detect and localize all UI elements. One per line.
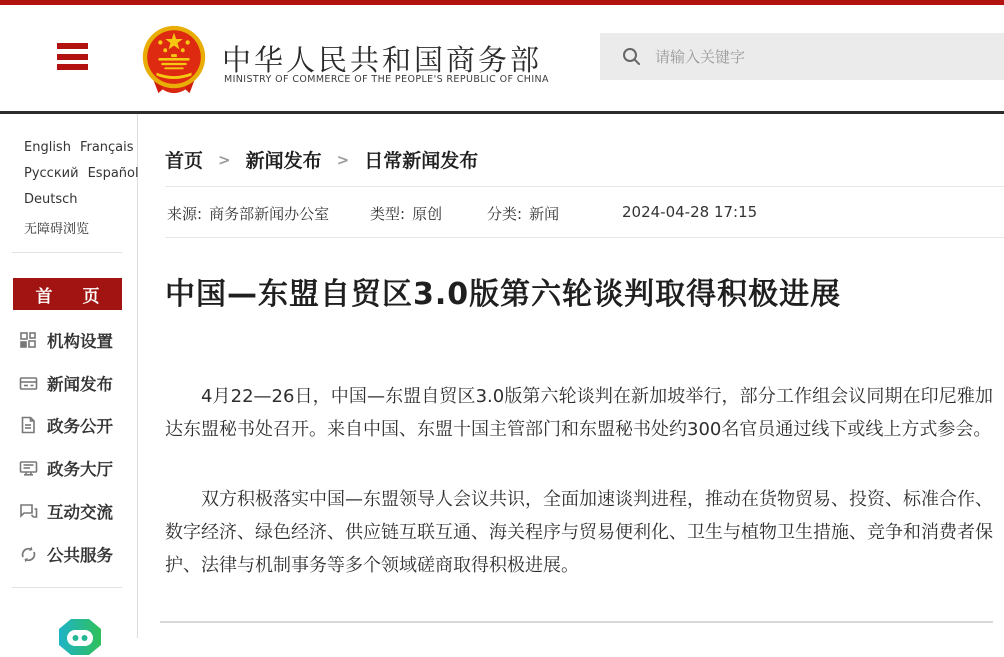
hamburger-menu-icon[interactable] bbox=[57, 43, 88, 70]
public-service-icon bbox=[18, 544, 38, 564]
article-paragraph-2: 双方积极落实中国—东盟领导人会议共识，全面加速谈判进程，推动在货物贸易、投资、标准合作、数字经济、绿色经济、供应链互联互通、海关程序与贸易便利化、卫生与植物卫生措施、竞争和消费者保护、法律与机制事务等多个领域磋商取得积极进展。 bbox=[165, 489, 993, 576]
header-bottom-rule bbox=[0, 111, 1004, 114]
service-hall-icon bbox=[18, 458, 38, 478]
article-body bbox=[165, 380, 993, 619]
article-datetime: 2024-04-28 17:15 bbox=[622, 203, 758, 221]
lang-russian[interactable]: Русский bbox=[24, 166, 79, 181]
sidebar-item-interaction[interactable]: 互动交流 bbox=[18, 499, 136, 523]
sidebar-item-news[interactable]: 新闻发布 bbox=[18, 371, 136, 395]
breadcrumb bbox=[165, 146, 478, 173]
lang-francais[interactable]: Français bbox=[79, 140, 134, 155]
search-input[interactable] bbox=[655, 48, 955, 66]
sidebar-item-public-service[interactable]: 公共服务 bbox=[18, 542, 136, 566]
document-icon bbox=[18, 415, 38, 435]
site-title: 中华人民共和国商务部 bbox=[222, 43, 543, 77]
article-type: 类型: 原创 bbox=[370, 205, 443, 223]
chevron-right-icon: > bbox=[336, 150, 350, 169]
breadcrumb-daily-news[interactable]: 日常新闻发布 bbox=[364, 150, 479, 172]
site-subtitle: MINISTRY OF COMMERCE OF THE PEOPLE'S REPUBLIC OF CHINA bbox=[224, 74, 549, 85]
sidebar-item-service-hall[interactable]: 政务大厅 bbox=[18, 456, 136, 480]
national-emblem-logo bbox=[134, 21, 214, 99]
language-row-1 bbox=[24, 140, 143, 155]
chatbot-assistant-icon[interactable] bbox=[57, 617, 103, 657]
language-row-2 bbox=[24, 166, 148, 181]
article-category: 分类: 新闻 bbox=[487, 205, 560, 223]
article-paragraph-1: 4月22—26日，中国—东盟自贸区3.0版第六轮谈判在新加坡举行，部分工作组会议同期在印尼雅加达东盟秘书处召开。来自中国、东盟十国主管部门和东盟秘书处约300名官员通过线下或线上方式参会。 bbox=[165, 386, 993, 440]
sidebar-item-org-setup[interactable]: 机构设置 bbox=[18, 328, 136, 352]
news-icon bbox=[18, 373, 38, 393]
lang-english[interactable]: English bbox=[24, 140, 71, 155]
meta-divider bbox=[165, 237, 1004, 238]
search-icon bbox=[622, 47, 641, 66]
article-source: 来源: 商务部新闻办公室 bbox=[167, 205, 330, 223]
chevron-right-icon: > bbox=[218, 150, 231, 169]
chat-icon bbox=[18, 501, 38, 521]
sidebar-vertical-divider bbox=[137, 114, 138, 638]
lang-deutsch[interactable]: Deutsch bbox=[24, 192, 78, 207]
breadcrumb-divider bbox=[165, 186, 1004, 187]
breadcrumb-home[interactable]: 首页 bbox=[165, 150, 204, 172]
language-row-3 bbox=[24, 192, 87, 207]
sidebar-item-home[interactable]: 首 页 bbox=[13, 278, 122, 310]
accessibility-link[interactable]: 无障碍浏览 bbox=[24, 222, 90, 237]
article-bottom-divider bbox=[160, 621, 993, 623]
article-title: 中国—东盟自贸区3.0版第六轮谈判取得积极进展 bbox=[165, 277, 842, 312]
sidebar-divider-top bbox=[12, 252, 122, 253]
search-bar[interactable] bbox=[600, 33, 1004, 80]
lang-espanol[interactable]: Español bbox=[87, 166, 139, 181]
sidebar-item-gov-disclosure[interactable]: 政务公开 bbox=[18, 413, 136, 437]
breadcrumb-news[interactable]: 新闻发布 bbox=[245, 150, 322, 172]
org-grid-icon bbox=[18, 330, 38, 350]
sidebar-divider-bottom bbox=[12, 587, 122, 588]
